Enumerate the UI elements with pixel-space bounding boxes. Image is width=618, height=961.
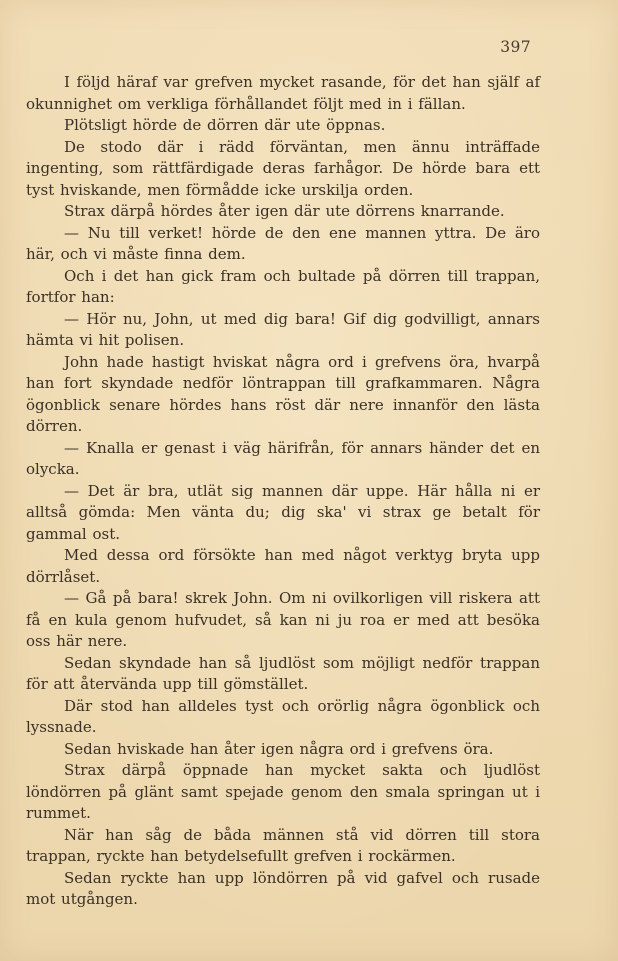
paragraph: De stodo där i rädd förväntan, men ännu inträffade ingenting, som rättfärdigade deras farhågor. De hörde bara ett tyst hviskande, men förmådde icke urskilja orden. — [26, 137, 540, 199]
paragraph: — Det är bra, utlät sig mannen där uppe. Här hålla ni er alltså gömda: Men vänta du; dig ska' vi strax ge betalt för gammal ost. — [26, 481, 540, 543]
paragraph: Sedan ryckte han upp löndörren på vid gafvel och rusade mot utgången. — [26, 868, 540, 908]
page-number: 397 — [500, 38, 531, 56]
paragraph: — Nu till verket! hörde de den ene mannen yttra. De äro här, och vi måste finna dem. — [26, 223, 540, 263]
paragraph: John hade hastigt hviskat några ord i grefvens öra, hvarpå han fort skyndade nedför löntrappan till grafkammaren. Några ögonblick senare hördes hans röst där nere innanför den lästa dörren. — [26, 352, 540, 435]
paragraph: Där stod han alldeles tyst och orörlig några ögonblick och lyssnade. — [26, 696, 540, 736]
paragraph: Sedan skyndade han så ljudlöst som möjligt nedför trappan för att återvända upp till gömstället. — [26, 653, 540, 693]
paragraph: Sedan hviskade han åter igen några ord i grefvens öra. — [64, 739, 494, 758]
paragraph: När han såg de båda männen stå vid dörren till stora trappan, ryckte han betydelsefullt grefven i rockärmen. — [26, 825, 540, 865]
body-text — [26, 72, 540, 911]
paragraph: Plötsligt hörde de dörren där ute öppnas. — [64, 116, 386, 134]
paragraph: — Hör nu, John, ut med dig bara! Gif dig godvilligt, annars hämta vi hit polisen. — [26, 309, 540, 349]
paragraph: — Gå på bara! skrek John. Om ni ovilkorligen vill riskera att få en kula genom hufvudet, så kan ni ju roa er med att besöka oss här nere. — [26, 589, 540, 650]
paragraph: Med dessa ord försökte han med något verktyg bryta upp dörrlåset. — [26, 546, 540, 586]
paragraph: Strax därpå hördes åter igen där ute dörrens knarrande. — [64, 202, 505, 220]
paragraph: — Knalla er genast i väg härifrån, för annars händer det en olycka. — [26, 438, 540, 478]
paragraph: Strax därpå öppnade han mycket sakta och ljudlöst löndörren på glänt samt spejade genom den smala springan ut i rummet. — [26, 761, 540, 822]
paragraph: Och i det han gick fram och bultade på dörren till trappan, fortfor han: — [26, 266, 540, 306]
paragraph: I följd häraf var grefven mycket rasande, för det han själf af okunnighet om verkliga förhållandet följt med in i fällan. — [26, 73, 540, 113]
